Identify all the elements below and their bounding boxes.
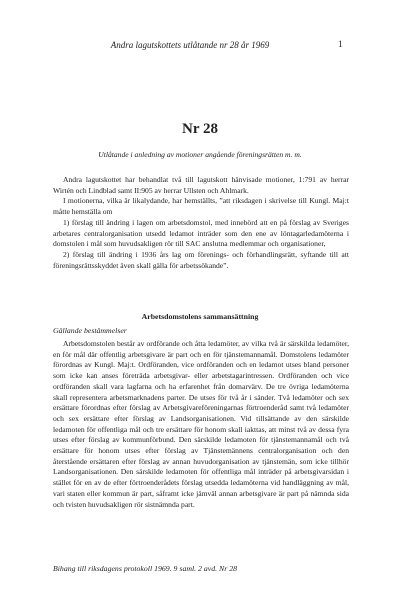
intro-paragraph: Andra lagutskottet har behandlat två till lagutskott hänvisade motioner, 1:791 av herrar Wirtén och Lindblad samt II:905 av herrar Ullsten och Ahlmark. xyxy=(53,175,349,195)
main-section xyxy=(53,339,349,510)
section-heading: Arbetsdomstolens sammansättning xyxy=(141,312,259,321)
intro-list-item: 1) förslag till ändring i lagen om arbetsdomstol, med innebörd att en på förslag av Sveriges arbetares centralorganisation utsedd ledamot inträder som den ene av löntagarledamöterna i domstolen i mål som huvudsakligen rör till SAC anslutna medlemmar och organisationer, xyxy=(53,217,349,249)
page-number: 1 xyxy=(338,40,343,50)
document-subtitle: Utlåtande i anledning av motioner angående föreningsrätten m. m. xyxy=(98,150,302,159)
document-number: Nr 28 xyxy=(182,121,218,137)
footer-citation: Bihang till riksdagens protokoll 1969. 9 saml. 2 avd. Nr 28 xyxy=(53,564,238,573)
main-paragraph: Arbetsdomstolen består av ordförande och åtta ledamöter, av vilka två är särskilda ledamöter, en för mål där offentlig arbetsgivare är part och en för tjänstemannamål. Domstolens ledamöter förordnas av Kungl. Maj:t. Ordföranden, vice ordföranden och en ledamot utses bland personer som icke kan anses företräda arbetsgivar- eller arbetstagarintressen. Ordföranden och vice ordföranden skall vara lagfarna och ha erfarenhet från domarvärv. De tre övriga ledamöterna skall representera arbetsmarknadens parter. De utses för två år i sänder. Två ledamöter och sex ersättare förordnas efter förslag av Arbetsgivareföreningarnas förtroenderåd samt två ledamöter och sex ersättare efter förslag av Landsorganisationen. Vid tillsättande av den särskilde ledamoten för offentliga mål och tre ersättare för honom skall iakttas, att minst två av dessa fyra utses efter förslag av kommunförbund. Den särskilde ledamoten för tjänstemannamål och två ersättare för honom utses efter förslag av Tjänstemännens centralorganisation och den återstående ersättaren efter förslag av annan huvudorganisation av tjänstemän, som icke tillhör Landsorganisationen. Den särskilde ledamoten för offentliga mål inträder på arbetsgivarsidan i stället för en av de efter förtroenderådets förslag utsedda ledamöterna vid handläggning av mål, vari staten eller kommun är part, såframt icke jämväl annan arbetsgivare är part på nämnda sida och tvisten huvudsakligen rör sistnämnda part. xyxy=(53,339,349,509)
intro-section xyxy=(53,175,349,271)
intro-paragraph: I motionerna, vilka är likalydande, har hemställts, ”att riksdagen i skrivelse till Kungl. Maj:t måtte hemställa om xyxy=(53,196,349,217)
running-head: Andra lagutskottets utlåtande nr 28 år 1969 xyxy=(110,40,270,50)
subheading: Gällande bestämmelser xyxy=(53,326,127,335)
intro-list-item: 2) förslag till ändring i 1936 års lag om förenings- och förhandlingsrätt, syftande till att föreningsrättsskyddet även skall gälla för arbetssökande”. xyxy=(53,249,349,270)
